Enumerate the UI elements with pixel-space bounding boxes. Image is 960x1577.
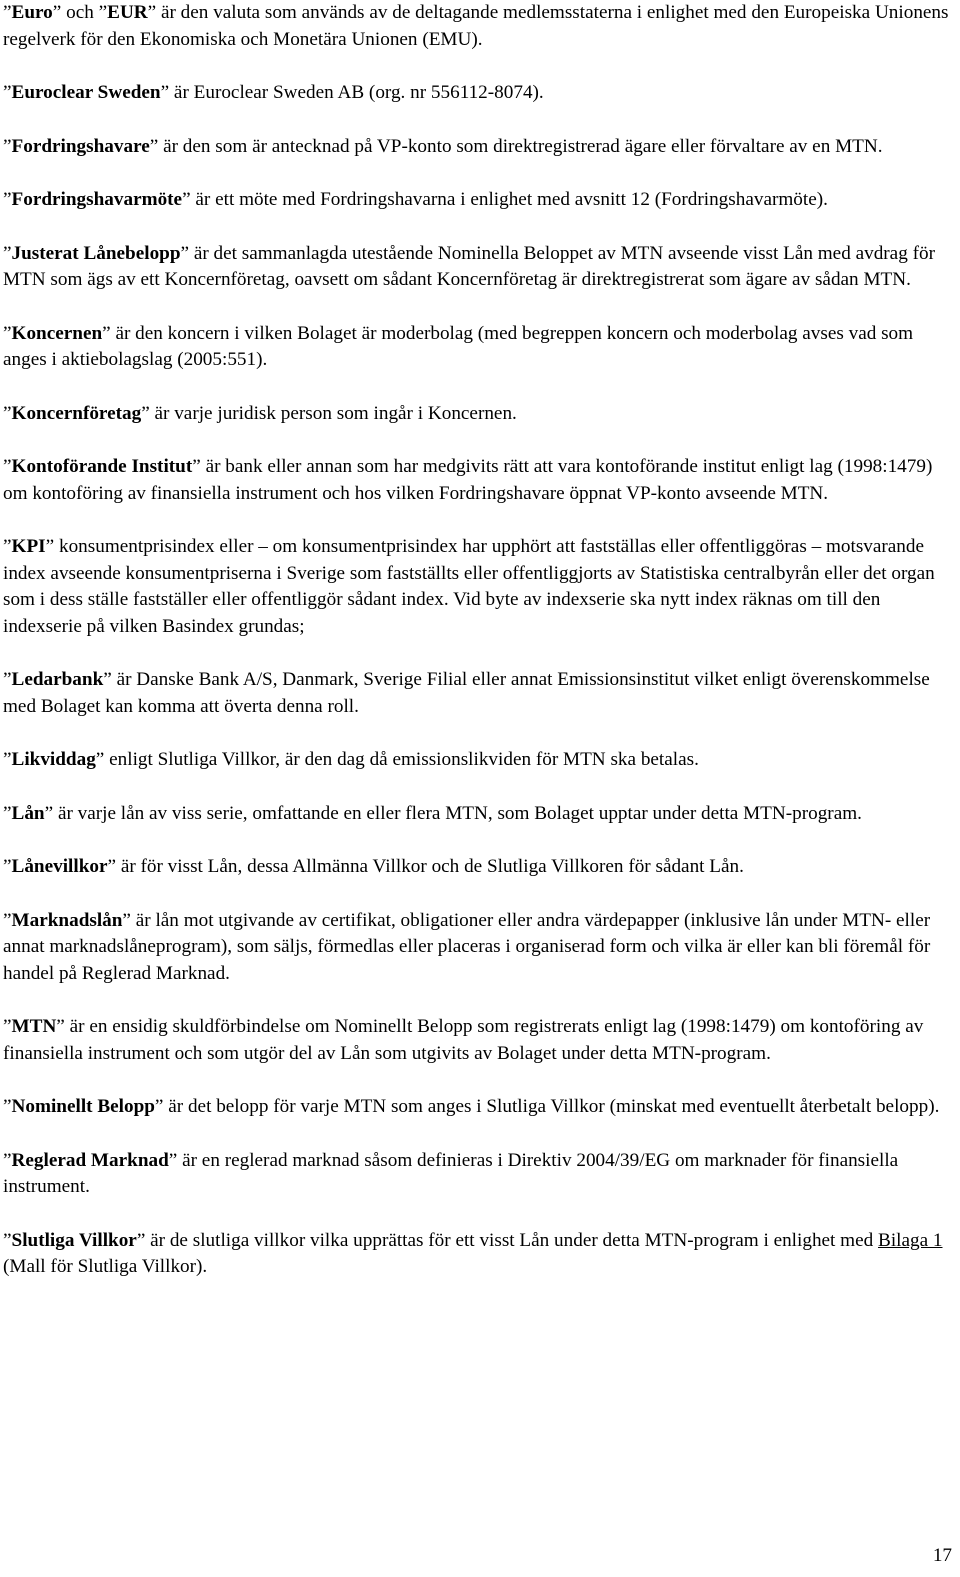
term: Koncernen	[11, 322, 103, 344]
open-quote: ”	[3, 242, 12, 264]
open-quote: ”	[3, 402, 12, 424]
close-quote: ”	[95, 749, 105, 770]
definition-text: är de slutliga villkor vilka upprättas för ett visst Lån under detta MTN-program i enlighet med	[145, 1229, 879, 1251]
close-quote: ”	[122, 909, 131, 931]
definition-likviddag	[3, 747, 955, 774]
definition-text-after: (Mall för Slutliga Villkor).	[3, 1256, 208, 1277]
definition-text: är för visst Lån, dessa Allmänna Villkor och de Slutliga Villkoren för sådant Lån.	[116, 856, 744, 877]
open-quote: ”	[3, 909, 12, 931]
definition-text: är Euroclear Sweden AB (org. nr 556112-8074).	[169, 82, 544, 103]
definition-lanevillkor	[3, 854, 955, 881]
term: Marknadslån	[11, 909, 123, 931]
open-quote: ”	[3, 802, 12, 824]
definition-mtn	[3, 1014, 955, 1067]
term: Kontoförande Institut	[11, 456, 193, 477]
definition-slutliga-villkor	[3, 1228, 955, 1281]
bilaga-1-link[interactable]: Bilaga 1	[878, 1229, 943, 1251]
term: Justerat Lånebelopp	[11, 242, 181, 264]
term: MTN	[11, 1016, 57, 1037]
close-quote: ”	[180, 242, 190, 264]
definition-euroclear-sweden	[3, 80, 955, 107]
term: Likviddag	[11, 749, 96, 770]
term: KPI	[11, 536, 46, 557]
open-quote: ”	[3, 1016, 12, 1037]
definition-marknadslan	[3, 908, 955, 988]
open-quote: ”	[3, 669, 12, 690]
term-euro: Euro	[11, 2, 53, 23]
definition-nominellt-belopp	[3, 1094, 955, 1121]
close-quote: ”	[149, 135, 159, 157]
term: Koncernföretag	[11, 402, 142, 424]
close-quote: ”	[141, 402, 150, 424]
term: Euroclear Sweden	[11, 82, 161, 103]
open-quote: ”	[3, 189, 12, 210]
term: Fordringshavare	[11, 135, 150, 157]
open-quote: ”	[3, 856, 12, 877]
definition-kontoforande-institut	[3, 454, 955, 507]
definition-fordringshavare	[3, 134, 955, 161]
open-quote: ”	[3, 749, 12, 770]
term: Fordringshavarmöte	[11, 189, 183, 210]
close-quote: ”	[136, 1229, 146, 1251]
close-quote: ”	[147, 2, 157, 23]
close-quote: ”	[154, 1096, 164, 1117]
definition-text: är lån mot utgivande av certifikat, obligationer eller andra värdepapper (inklusive lån under MTN- eller annat marknadslåneprogram), som säljs, förmedlas eller placeras i organiserad form och vilka är eller kan bli föremål för handel på Reglerad Marknad.	[3, 909, 931, 984]
definition-lan	[3, 801, 955, 828]
close-quote: ”	[182, 189, 191, 210]
definition-text: är varje juridisk person som ingår i Koncernen.	[149, 402, 517, 424]
term: Ledarbank	[11, 669, 104, 690]
open-quote: ”	[3, 1229, 12, 1251]
term: Reglerad Marknad	[11, 1149, 169, 1171]
definition-text: är en reglerad marknad såsom definieras i Direktiv 2004/39/EG om marknader för finansiella instrument.	[3, 1149, 899, 1197]
close-quote: ”	[160, 82, 170, 103]
term: Lån	[11, 802, 45, 824]
term: Slutliga Villkor	[11, 1229, 137, 1251]
open-quote: ”	[3, 536, 12, 557]
open-quote: ”	[98, 2, 108, 23]
close-quote: ”	[56, 1016, 65, 1037]
definition-text: är det sammanlagda utestående Nominella Beloppet av MTN avseende visst Lån med avdrag för MTN som ägs av ett Koncernföretag, oavsett om sådant Koncernföretag är direktregistrerat som ägare av sådan MTN.	[3, 242, 935, 290]
definition-text: konsumentprisindex eller – om konsumentprisindex har upphört att fastställas eller offentliggöras – motsvarande index avseende konsumentpriserna i Sverige som fastställts eller offentliggjorts av Statistiska centralbyrån eller det organ som i dess ställe fastställer eller offentliggör sådant index. Vid byte av indexserie ska nytt index räknas om till den indexserie på vilken Basindex grundas;	[3, 536, 935, 637]
close-quote: ”	[103, 669, 112, 690]
close-quote: ”	[44, 802, 54, 824]
definition-text: enligt Slutliga Villkor, är den dag då emissionslikviden för MTN ska betalas.	[104, 749, 699, 770]
open-quote: ”	[3, 322, 12, 344]
page-number: 17	[932, 1545, 952, 1566]
term: Lånevillkor	[11, 856, 108, 877]
definition-justerat-lanebelopp	[3, 241, 955, 294]
close-quote: ”	[102, 322, 111, 344]
conjunction: och	[61, 2, 99, 23]
close-quote: ”	[45, 536, 55, 557]
close-quote: ”	[52, 2, 62, 23]
definition-text: är bank eller annan som har medgivits rätt att vara kontoförande institut enligt lag (1998:1479) om kontoföring av finansiella instrument och hos vilken Fordringshavare öppnat VP-konto avseende MTN.	[3, 456, 933, 504]
definition-reglerad-marknad	[3, 1148, 955, 1201]
open-quote: ”	[3, 1096, 12, 1117]
open-quote: ”	[3, 2, 12, 23]
definition-koncernen	[3, 321, 955, 374]
definition-text: är Danske Bank A/S, Danmark, Sverige Filial eller annat Emissionsinstitut vilket enligt överenskommelse med Bolaget kan komma att överta denna roll.	[3, 669, 930, 717]
definition-fordringshavarmote	[3, 187, 955, 214]
definition-euro	[3, 0, 955, 53]
close-quote: ”	[168, 1149, 178, 1171]
open-quote: ”	[3, 135, 12, 157]
open-quote: ”	[3, 82, 12, 103]
definition-text: är varje lån av viss serie, omfattande en eller flera MTN, som Bolaget upptar under detta MTN-program.	[53, 802, 862, 824]
definition-text: är ett möte med Fordringshavarna i enlighet med avsnitt 12 (Fordringshavarmöte).	[190, 189, 828, 210]
definition-text: är den valuta som används av de deltagande medlemsstaterna i enlighet med den Europeiska Unionens regelverk för den Ekonomiska och Monetära Unionen (EMU).	[3, 2, 949, 50]
close-quote: ”	[192, 456, 201, 477]
definition-text: är en ensidig skuldförbindelse om Nominellt Belopp som registrerats enligt lag (1998:1479) om kontoföring av finansiella instrument och som utgör del av Lån som utgivits av Bolaget under detta MTN-program.	[3, 1016, 924, 1064]
document-body	[3, 0, 955, 1281]
term-eur: EUR	[107, 2, 148, 23]
close-quote: ”	[107, 856, 117, 877]
definition-text: är den som är antecknad på VP-konto som direktregistrerad ägare eller förvaltare av en MTN.	[158, 135, 883, 157]
definition-kpi	[3, 534, 955, 640]
definition-ledarbank	[3, 667, 955, 720]
term: Nominellt Belopp	[11, 1096, 155, 1117]
definition-koncernforetag	[3, 401, 955, 428]
definition-text: är den koncern i vilken Bolaget är moderbolag (med begreppen koncern och moderbolag avses vad som anges i aktiebolagslag (2005:551).	[3, 322, 914, 370]
definition-text: är det belopp för varje MTN som anges i Slutliga Villkor (minskat med eventuellt återbetalt belopp).	[163, 1096, 940, 1117]
open-quote: ”	[3, 1149, 12, 1171]
open-quote: ”	[3, 456, 12, 477]
